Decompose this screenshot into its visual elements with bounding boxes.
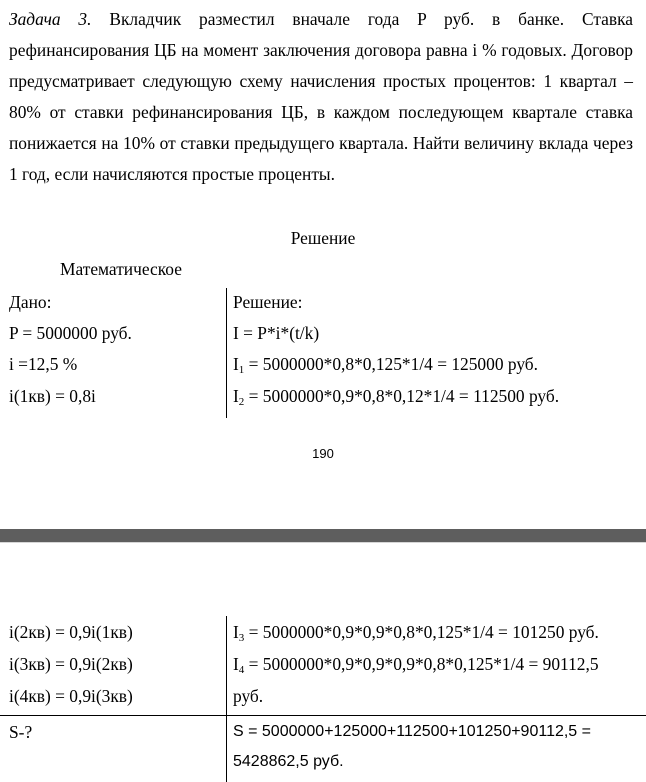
task-statement [9, 4, 633, 190]
given-item: i =12,5 % [9, 354, 78, 374]
sum-line: S = 5000000+125000+112500+101250+90112,5 = [233, 723, 591, 740]
page-break [0, 529, 646, 542]
given-item: P = 5000000 руб. [9, 323, 132, 343]
task-label: Задача 3. [9, 9, 92, 29]
table-divider [226, 288, 227, 418]
calc-line: $I_4 = 5000000*0,9*0,9*0,9*0,8*0,125*1/4 = 90112,5$ [233, 654, 599, 676]
table-row-divider [0, 715, 226, 716]
page-break-edge [0, 542, 646, 543]
solution-header: Решение: [233, 292, 303, 312]
page-number: 190 [312, 446, 334, 461]
given-item: i(2кв) = 0,9i(1кв) [9, 622, 133, 642]
calc-line: $I_1 = 5000000*0,8*0,125*1/4 = 125000$ руб. [233, 354, 538, 376]
sum-line: 5428862,5 руб. [233, 753, 344, 770]
table-divider [226, 616, 227, 782]
subheading: Математическое [60, 259, 182, 279]
given-item: i(3кв) = 0,9i(2кв) [9, 654, 133, 674]
find-item: S-? [9, 722, 33, 742]
solution-title: Решение [290, 228, 356, 248]
calc-line: $I_2 = 5000000*0,9*0,8*0,12*1/4 = 112500$ руб. [233, 386, 560, 408]
formula: I = P*i*(t/k) [233, 323, 320, 343]
calc-line-cont: руб. [233, 686, 264, 706]
task-text: Вкладчик разместил вначале года P руб. в банке. Ставка рефинансирования ЦБ на момент заключения договора равна i % годовых. Договор предусматривает следующую схему начисления простых процентов: 1 квартал – 80% от ставки рефинансирования ЦБ, в каждом последующем квартале ставка понижается на 10% от ставки предыдущего квартала. Найти величину вклада через 1 год, если начисляются простые проценты. [9, 9, 633, 184]
given-item: i(4кв) = 0,9i(3кв) [9, 686, 133, 706]
given-header: Дано: [9, 292, 52, 312]
calc-line: $I_3 = 5000000*0,9*0,9*0,8*0,125*1/4 = 101250$ руб. [233, 622, 599, 644]
table-row-divider [227, 715, 646, 716]
given-item: i(1кв) = 0,8i [9, 386, 96, 406]
